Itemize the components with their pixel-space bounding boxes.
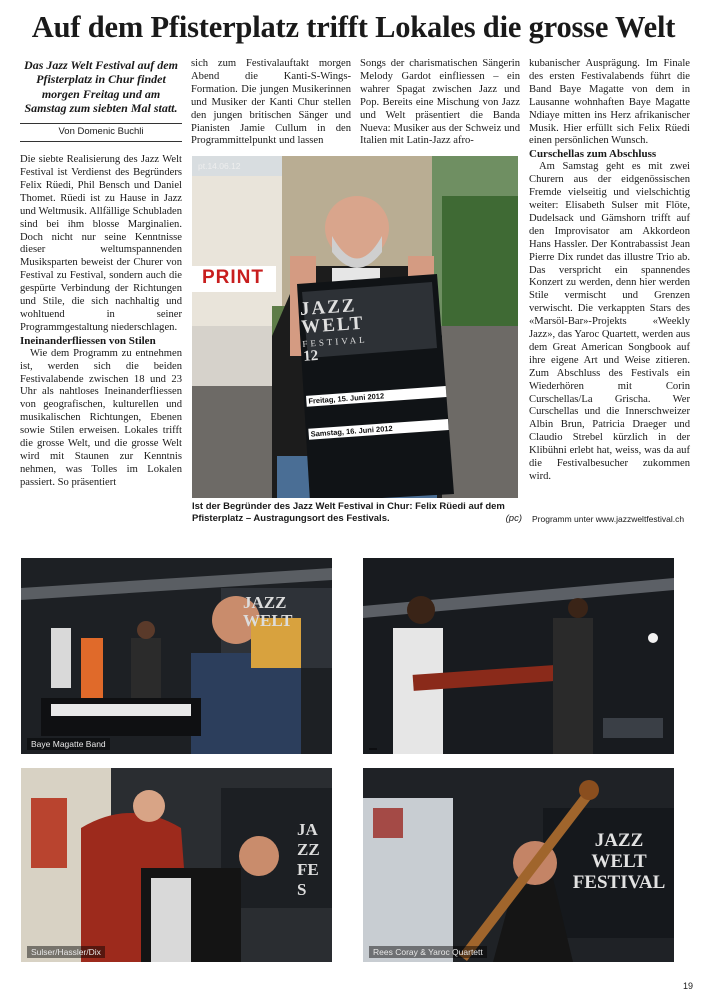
photo-baye-magatte-band <box>21 558 332 754</box>
poster-subtitle: FESTIVAL <box>302 334 368 349</box>
headline: Auf dem Pfisterplatz trifft Lokales die grosse Welt <box>31 10 676 44</box>
poster-date-saturday: Samstag, 16. Juni 2012 <box>308 419 448 440</box>
page-number: 19 <box>682 981 693 991</box>
photo-label <box>369 748 377 750</box>
photo-label: Rees Coray & Yaroc Quartett <box>369 946 487 958</box>
program-note: Programm unter www.jazzweltfestival.ch <box>532 514 685 524</box>
paragraph: Songs der charismatischen Sängerin Melody Gardot einfliessen – ein wahrer Spagat zwischen Jazz und Pop. Bereits eine Mischung von Jazz und Welt präsentiert die Banda Nueva: Musiker aus der Schweiz und Italien mit Latin-Jazz afro- <box>360 58 520 147</box>
photo-banda-concert <box>363 558 674 754</box>
subheading: Ineinanderfliessen von Stilen <box>20 334 156 347</box>
photo-rees-coray-yaroc <box>363 768 674 962</box>
poster-date-friday: Freitag, 15. Juni 2012 <box>306 386 446 407</box>
photo-date-stamp: pt.14.06.12 <box>198 161 241 171</box>
article-column-3 <box>360 58 520 148</box>
photo-label: Baye Magatte Band <box>27 738 110 750</box>
stage-sign: JAZZ WELT <box>243 593 293 630</box>
stage-sign: JAZZ WELT FESTIVAL <box>572 830 666 893</box>
festival-poster <box>299 289 448 439</box>
main-photo-caption <box>192 501 522 525</box>
article-column-4 <box>529 58 690 484</box>
shop-sign: PRINT <box>202 267 264 288</box>
byline: Von Domenic Buchli <box>20 123 182 142</box>
caption-text: Ist der Begründer des Jazz Welt Festival in Chur: Felix Rüedi auf dem Pfisterplatz – Austragungsort des Festivals. <box>192 501 505 524</box>
stage-photo-image <box>363 558 674 754</box>
stage-photo-image <box>21 768 332 962</box>
paragraph: Am Samstag geht es mit zwei Churern aus der eidgenössischen Fremde vielseitig und vielschichtig weiter: Elisabeth Sulser mit Flöte, Dudelsack und Gämshorn trifft auf den Improvisator am Akkordeon Hans Hassler. Der Kontrabassist Jean Pierre Dix rundet das illustre Trio ab. Das verspricht ein spannendes Konzert zu werden, denn hier werden Stile vermischt und Grenzen verwischt. Die verkappten Stars des «Marsöl-Bar»-Projekts «Weekly Jazz», das Yaroc Quartett, werden aus dem Great American Songbook auf ihre eigene Art und Weise zitieren. Zum Abschluss des Festivals ein Wiederhören mit Corin Curschellas/La Grischa. Wer Curschellas und die Innerschweizer Albin Brun, Patricia Draeger und Claudio Strebel kürzlich in der Klibühni erlebt hat, weiss, was da auf die Festivalbesucher zukommen wird. <box>529 161 690 482</box>
stage-photo-image <box>21 558 332 754</box>
main-photo <box>192 156 518 498</box>
poster-title-jazz: JAZZ <box>299 295 358 321</box>
article-lead: Das Jazz Welt Festival auf dem Pfisterplatz in Chur findet morgen Freitag und am Samstag zum siebten Mal statt. <box>24 58 178 115</box>
photo-sulser-hassler-dix <box>21 768 332 962</box>
article-column-2 <box>191 58 351 148</box>
paragraph: sich zum Festivalauftakt morgen Abend die Kanti-S-Wings-Formation. Die jungen Musikerinnen und Musiker der Kanti Chur stellen den jungen britischen Sänger und Pianisten Jamie Cullum in den Programmittelpunkt und lassen <box>191 58 351 147</box>
article-column-1 <box>20 58 182 490</box>
poster-title-welt: WELT <box>300 312 366 338</box>
photo-label: Sulser/Hassler/Dix <box>27 946 105 958</box>
paragraph: Die siebte Realisierung des Jazz Welt Festival ist Verdienst des Begründers Felix Rüedi, Phil Bensch und Daniel Thomet. Rüedi ist zu Hause in Jazz und Weltmusik. Allfällige Schubladen sind bei ihm blosse Marginalien. Doch nicht nur seine Kenntnisse dieser weltumspannenden Musiksparten beweist der Churer von Festival zu Festival, sondern auch die gespürte Verbindung der Richtungen und Stile, die sich nachhaltig und wohltuend in seiner Programmgestaltung niederschlagen. <box>20 154 182 333</box>
photo-credit: (pc) <box>505 513 522 524</box>
poster-year: 12 <box>302 347 319 365</box>
paragraph: Wie dem Programm zu entnehmen ist, werden sich die beiden Festivalabende zwischen 18 und 23 Uhr als nahtloses Ineinanderfliessen von geografischen, kulturellen und musikalischen Richtungen, Ebenen sowie Stilen erweisen. Lokales trifft die grosse Welt, und die grosse Welt wird mit Staunen zur Kenntnis nehmen, was Tolles im Lokalen passiert. So präsentiert <box>20 347 182 488</box>
subheading: Curschellas zum Abschluss <box>529 148 657 161</box>
stage-sign: JAZZ FES <box>297 820 320 899</box>
paragraph: kubanischer Ausprägung. Im Finale des ersten Festivalabends führt die Band Baye Magatte von dem in Lausanne wohnhaften Baye Magatte Ndiaye mitten ins Herz afrikanischer Musik. Hier erfüllt sich Felix Rüedi einen persönlichen Wunsch. <box>529 58 690 147</box>
